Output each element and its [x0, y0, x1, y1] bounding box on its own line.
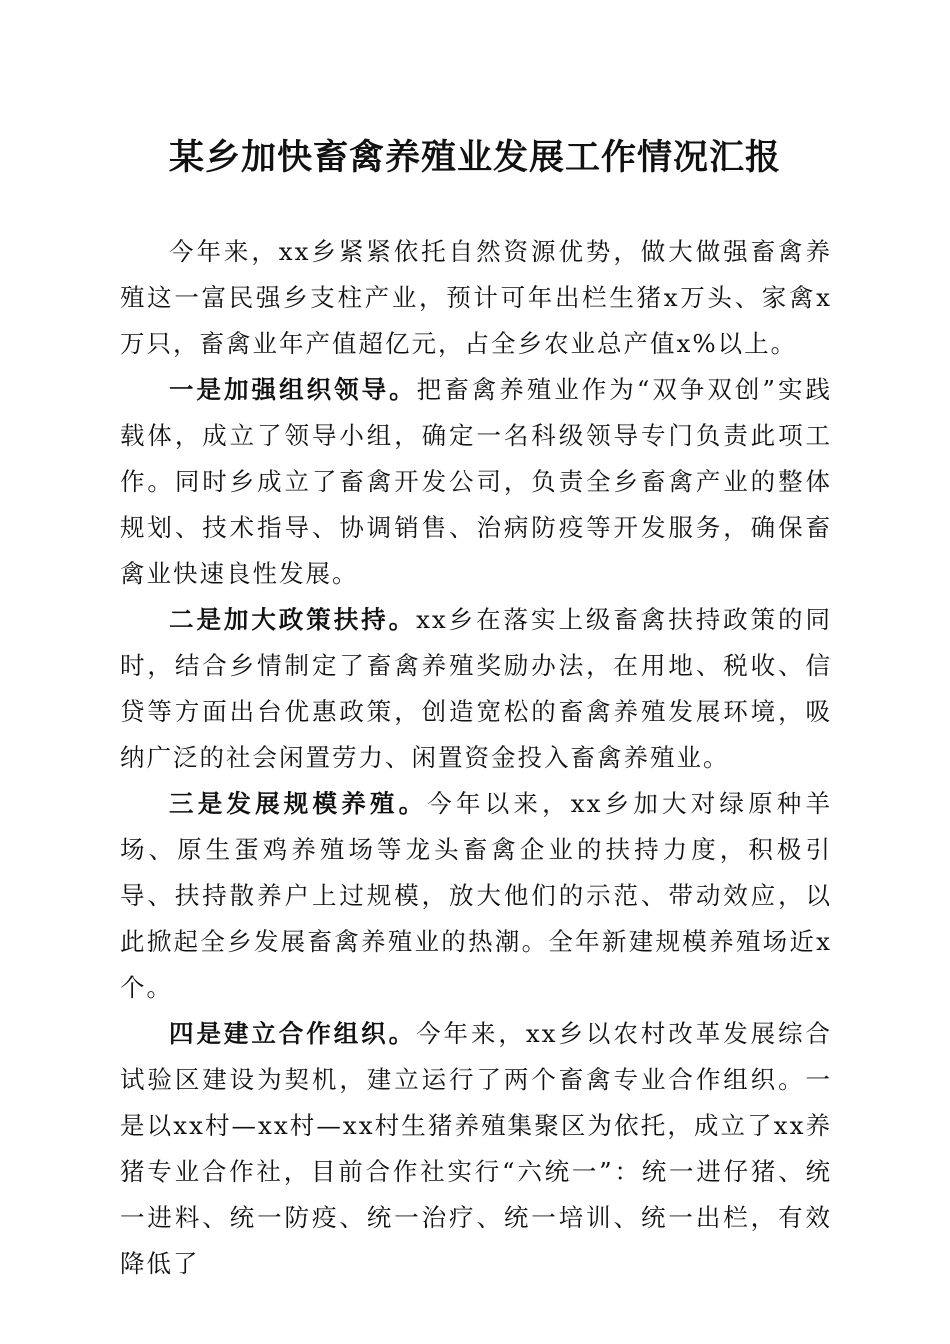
paragraph-organization [120, 367, 832, 597]
paragraph-cooperative [120, 1011, 832, 1287]
paragraph-intro [120, 229, 832, 367]
document-title: 某乡加快畜禽养殖业发展工作情况汇报 [168, 137, 781, 178]
paragraph-text: xx乡在落实上级畜禽扶持政策的同时，结合乡情制定了畜禽养殖奖励办法，在用地、税收、信贷等方面出台优惠政策，创造宽松的畜禽养殖发展环境，吸纳广泛的社会闲置劳力、闲置资金投入畜禽养殖业。 [120, 605, 833, 772]
paragraph-text: 今年以来，xx乡加大对绿原种羊场、原生蛋鸡养殖场等龙头畜禽企业的扶持力度，积极引导、扶持散养户上过规模，放大他们的示范、带动效应，以此掀起全乡发展畜禽养殖业的热潮。全年新建规模养殖场近x个。 [120, 789, 833, 1002]
paragraph-text: 今年来，xx乡紧紧依托自然资源优势，做大做强畜禽养殖这一富民强乡支柱产业，预计可年出栏生猪x万头、家禽x万只，畜禽业年产值超亿元，占全乡农业总产值x%以上。 [120, 237, 832, 358]
paragraph-text: 把畜禽养殖业作为“双争双创”实践载体，成立了领导小组，确定一名科级领导专门负责此项工作。同时乡成立了畜禽开发公司，负责全乡畜禽产业的整体规划、技术指导、协调销售、治病防疫等开发服务，确保畜禽业快速良性发展。 [120, 375, 832, 588]
paragraph-text: 今年来，xx乡以农村改革发展综合试验区建设为契机，建立运行了两个畜禽专业合作组织。一是以xx村—xx村—xx村生猪养殖集聚区为依托，成立了xx养猪专业合作社，目前合作社实行“六统一”：统一进仔猪、统一进料、统一防疫、统一治疗、统一培训、统一出栏，有效降低了 [120, 1019, 833, 1278]
paragraph-lead: 一是加强组织领导。 [169, 375, 417, 404]
document-body [120, 229, 832, 1287]
paragraph-lead: 二是加大政策扶持。 [169, 605, 417, 634]
paragraph-policy [120, 597, 832, 781]
paragraph-scale [120, 781, 832, 1011]
paragraph-lead: 三是发展规模养殖。 [169, 789, 428, 818]
paragraph-lead: 四是建立合作组织。 [169, 1019, 417, 1048]
